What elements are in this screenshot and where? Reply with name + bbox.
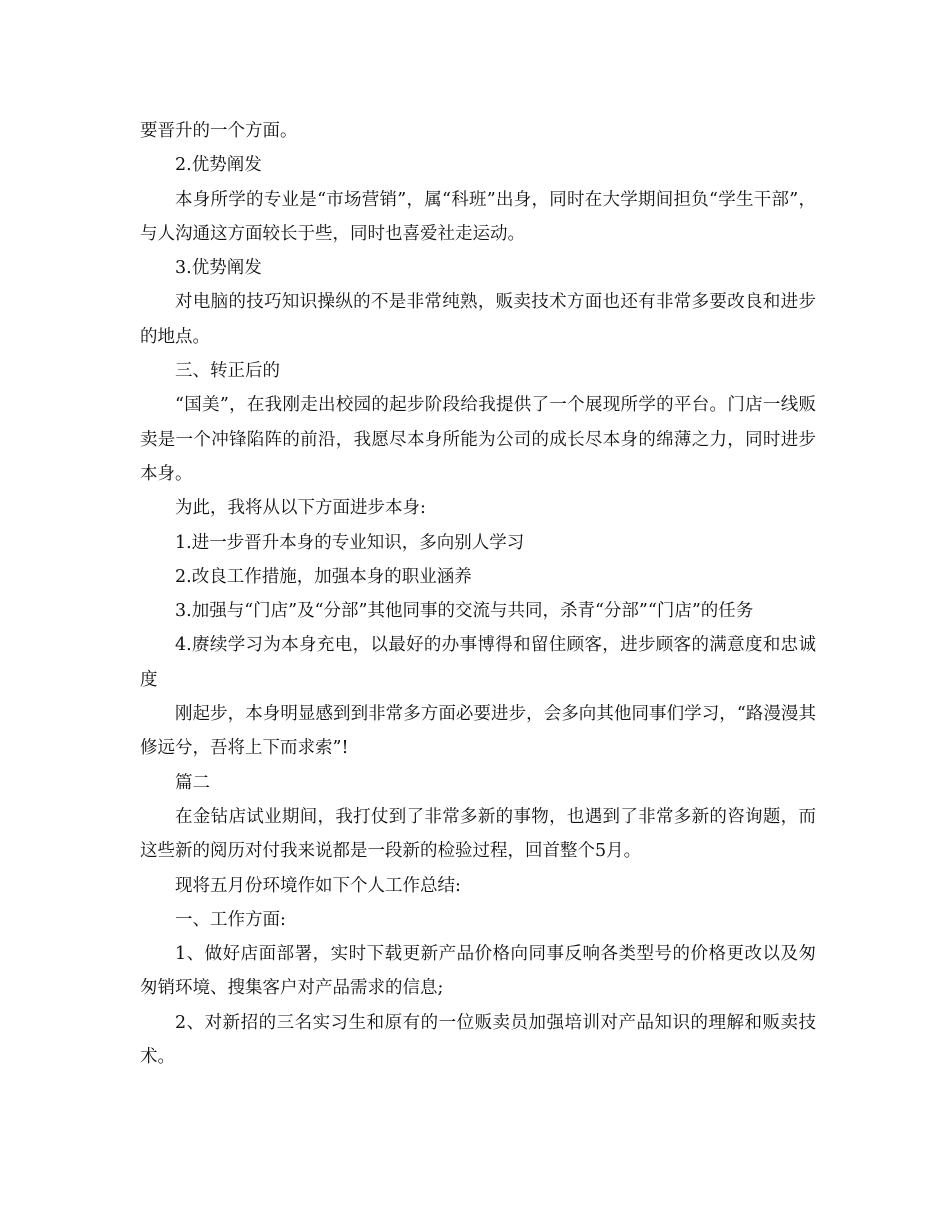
document-body: [140, 114, 816, 1074]
paragraph-17: 一、工作方面:: [175, 909, 286, 930]
paragraph-5: 对电脑的技巧知识操纵的不是非常纯熟，贩卖技术方面也还有非常多要改良和进步的地点。: [140, 292, 816, 347]
paragraph-10: 2.改良工作措施，加强本身的职业涵养: [175, 566, 472, 587]
paragraph-18: 1、做好店面部署，实时下载更新产品价格向同事反响各类型号的价格更改以及匆匆销环境、搜集客户对产品需求的信息;: [140, 944, 816, 999]
paragraph-2: 2.优势阐发: [175, 155, 262, 176]
paragraph-19: 2、对新招的三名实习生和原有的一位贩卖员加强培训对产品知识的理解和贩卖技术。: [140, 1012, 816, 1068]
paragraph-14: 篇二: [175, 772, 210, 793]
paragraph-7: “国美”，在我刚走出校园的起步阶段给我提供了一个展现所学的平台。门店一线贩卖是一个冲锋陷阵的前沿，我愿尽本身所能为公司的成长尽本身的绵薄之力，同时进步本身。: [140, 395, 816, 484]
paragraph-8: 为此，我将从以下方面进步本身:: [175, 498, 426, 519]
paragraph-11: 3.加强与“门店”及“分部”其他同事的交流与共同，杀青“分部”“门店”的任务: [175, 601, 754, 622]
paragraph-12: 4.赓续学习为本身充电，以最好的办事博得和留住顾客，进步顾客的满意度和忠诚度: [140, 635, 816, 690]
paragraph-9: 1.进一步晋升本身的专业知识，多向别人学习: [175, 532, 525, 553]
paragraph-4: 3.优势阐发: [175, 258, 262, 279]
paragraph-15: 在金钻店试业期间，我打仗到了非常多新的事物，也遇到了非常多新的咨询题，而这些新的阅历对付我来说都是一段新的检验过程，回首整个5月。: [140, 806, 816, 862]
paragraph-6: 三、转正后的: [175, 361, 280, 382]
paragraph-13: 刚起步，本身明显感到到非常多方面必要进步，会多向其他同事们学习，“路漫漫其修远兮，吾将上下而求索”!: [140, 704, 816, 759]
paragraph-16: 现将五月份环境作如下个人工作总结:: [175, 875, 461, 896]
paragraph-1: 要晋升的一个方面。: [140, 121, 298, 141]
paragraph-3: 本身所学的专业是“市场营销”，属“科班”出身，同时在大学期间担负“学生干部”，与人沟通这方面较长于些，同时也喜爱社走运动。: [140, 189, 816, 244]
